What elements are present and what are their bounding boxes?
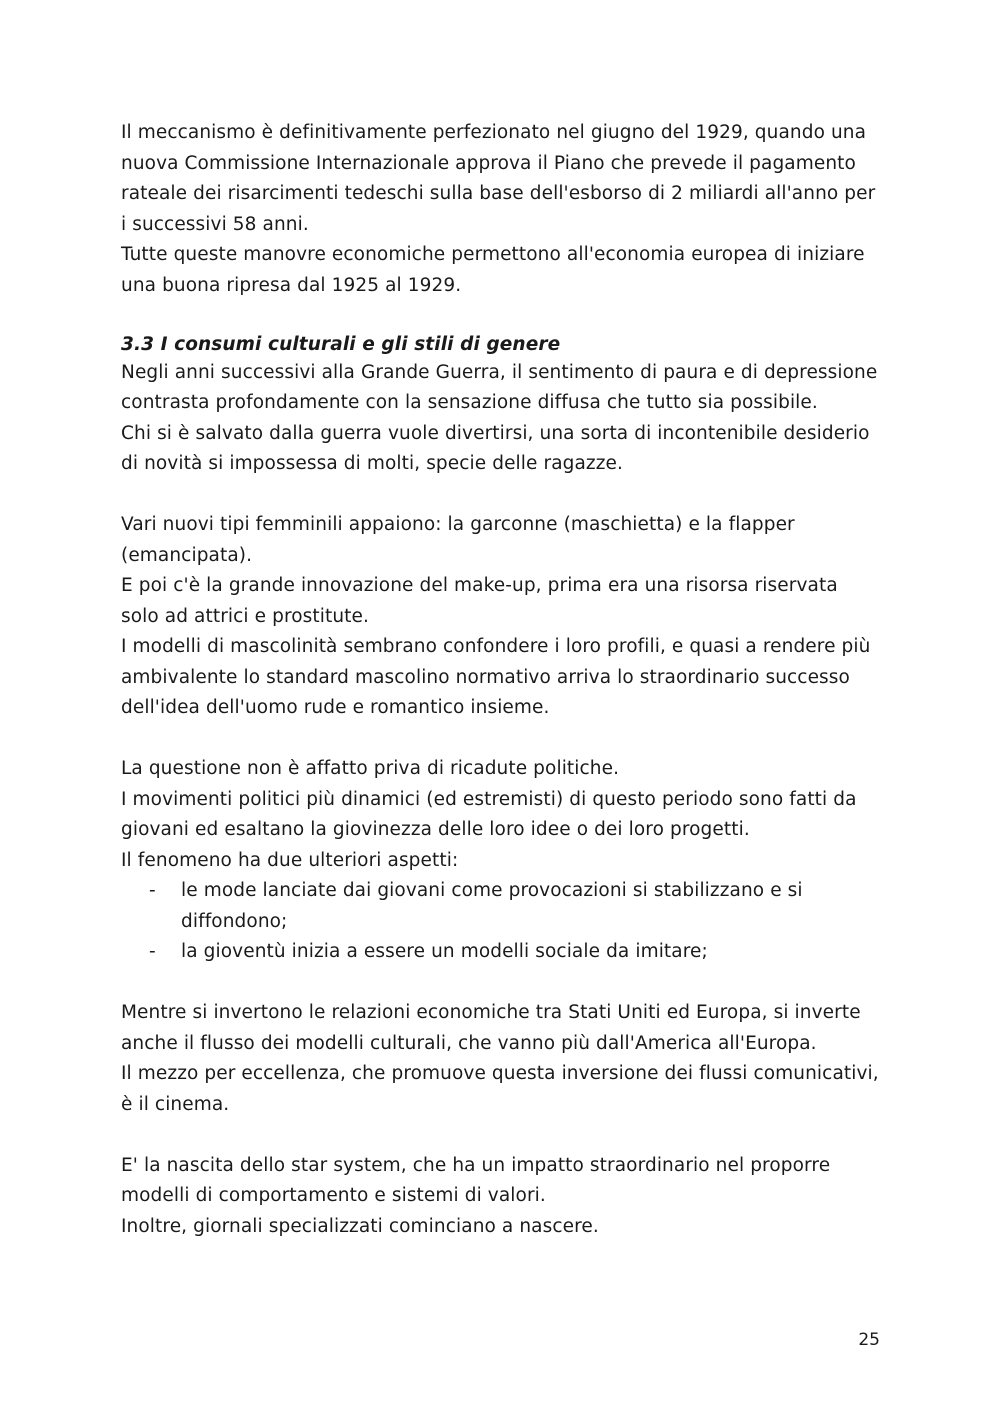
paragraph-spacer bbox=[121, 968, 881, 999]
list-item bbox=[121, 937, 881, 968]
paragraph: I modelli di mascolinità sembrano confondere i loro profili, e quasi a rendere più ambivalente lo standard mascolino normativo arriva lo straordinario successo dell'idea dell'uomo rude e romantico insieme. bbox=[121, 636, 871, 718]
page-number: 25 bbox=[858, 1330, 880, 1350]
paragraph-spacer bbox=[121, 301, 881, 332]
paragraph: E' la nascita dello star system, che ha un impatto straordinario nel proporre modelli di comportamento e sistemi di valori. bbox=[121, 1154, 831, 1206]
paragraph-spacer bbox=[121, 1120, 881, 1151]
paragraph: Il meccanismo è definitivamente perfezionato nel giugno del 1929, quando una nuova Commissione Internazionale approva il Piano che prevede il pagamento rateale dei risarcimenti tedeschi sulla base dell'esborso di 2 miliardi all'anno per i successivi 58 anni. bbox=[121, 122, 876, 235]
paragraph: La questione non è affatto priva di ricadute politiche. bbox=[121, 758, 620, 779]
paragraph: Inoltre, giornali specializzati cominciano a nascere. bbox=[121, 1215, 599, 1237]
paragraph: Vari nuovi tipi femminili appaiono: la garconne (maschietta) e la flapper (emancipata). bbox=[121, 514, 795, 566]
paragraph-spacer bbox=[121, 724, 881, 755]
paragraph: Mentre si invertono le relazioni economiche tra Stati Uniti ed Europa, si inverte anche il flusso dei modelli culturali, che vanno più dall'America all'Europa. bbox=[121, 1002, 861, 1054]
page-body bbox=[121, 118, 881, 1242]
list-item bbox=[121, 876, 881, 937]
paragraph: E poi c'è la grande innovazione del make-up, prima era una risorsa riservata solo ad attrici e prostitute. bbox=[121, 575, 838, 627]
dash-bullet: - bbox=[149, 941, 156, 962]
dash-bullet: - bbox=[149, 880, 156, 901]
paragraph: Chi si è salvato dalla guerra vuole divertirsi, una sorta di incontenibile desiderio di novità si impossessa di molti, specie delle ragazze. bbox=[121, 422, 870, 474]
bullet-list bbox=[121, 876, 881, 968]
paragraph: I movimenti politici più dinamici (ed estremisti) di questo periodo sono fatti da giovani ed esaltano la giovinezza delle loro idee o dei loro progetti. bbox=[121, 788, 857, 840]
paragraph-spacer bbox=[121, 480, 881, 511]
paragraph: Il fenomeno ha due ulteriori aspetti: bbox=[121, 849, 459, 871]
paragraph: Il mezzo per eccellenza, che promuove questa inversione dei flussi comunicativi, è il cinema. bbox=[121, 1063, 879, 1115]
list-item-text: le mode lanciate dai giovani come provocazioni si stabilizzano e si diffondono; bbox=[181, 880, 803, 932]
paragraph: Negli anni successivi alla Grande Guerra, il sentimento di paura e di depressione contrasta profondamente con la sensazione diffusa che tutto sia possibile. bbox=[121, 361, 878, 413]
section-heading: 3.3 I consumi culturali e gli stili di genere bbox=[121, 333, 561, 355]
paragraph: Tutte queste manovre economiche permettono all'economia europea di iniziare una buona ripresa dal 1925 al 1929. bbox=[121, 244, 865, 296]
list-item-text: la gioventù inizia a essere un modelli sociale da imitare; bbox=[181, 941, 708, 962]
